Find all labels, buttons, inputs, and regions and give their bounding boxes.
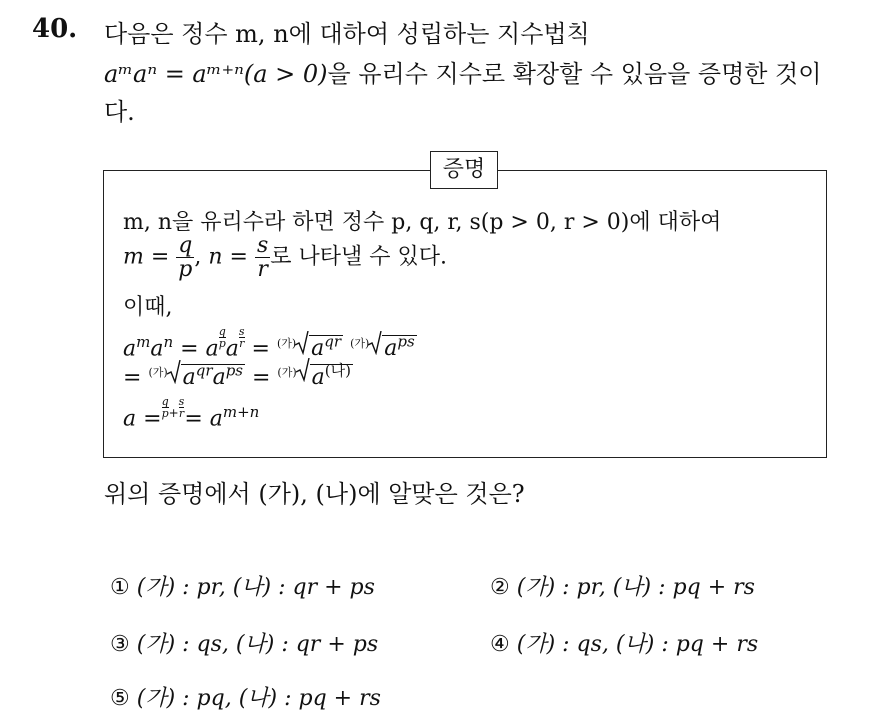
choice-mark: ①	[110, 575, 130, 600]
proof-equation-3: a = $\frac{q}{p}$ + $\frac{s}{r}$ = $a^{m+n}$	[123, 395, 260, 432]
choice-text: (가) : pq, (나) : pq + rs	[136, 686, 381, 711]
proof-title: 증명	[430, 151, 498, 189]
blank-a-index: (가)	[350, 337, 370, 350]
choice-2[interactable]	[490, 570, 755, 601]
choice-3[interactable]	[110, 627, 378, 658]
question-prompt: 위의 증명에서 (가), (나)에 알맞은 것은?	[104, 480, 525, 508]
choice-mark: ③	[110, 632, 130, 657]
choice-1[interactable]	[110, 570, 375, 601]
choice-text: (가) : pr, (나) : pq + rs	[516, 575, 755, 600]
radical: $a^{ps}$	[368, 333, 416, 361]
blank-b: (나)	[324, 362, 351, 380]
question-number: 40.	[32, 14, 78, 44]
choice-text: (가) : qs, (나) : qr + ps	[136, 632, 379, 657]
fraction-s-over-r: $\frac{s}{r}$	[256, 233, 269, 283]
choice-text: (가) : pr, (나) : qr + ps	[136, 575, 375, 600]
proof-line1: m, n을 유리수라 하면 정수 p, q, r, s(p > 0, r > 0)에 대하여	[123, 210, 722, 235]
proof-line2: m = $\frac{q}{p}$ , n = $\frac{s}{r}$ 로 나타낼 수 있다.	[123, 233, 448, 283]
choice-5[interactable]	[110, 681, 381, 712]
choice-mark: ⑤	[110, 686, 130, 711]
choice-mark: ②	[490, 575, 510, 600]
proof-line3: 이때,	[123, 295, 173, 320]
stem-line2-text: 을 유리수 지수로 확장할 수 있음을 증명한 것이	[327, 60, 822, 88]
radical: $a^{(나)}$	[296, 360, 353, 390]
fraction-q-over-p: $\frac{q}{p}$	[178, 233, 193, 283]
proof-line2-text: 로 나타낼 수 있다.	[270, 244, 448, 270]
question-stem-line2	[104, 54, 821, 89]
exponent-law: aᵐaⁿ = aᵐ⁺ⁿ(a > 0)	[104, 60, 328, 88]
proof-equation-1: $a^ma^n = a$ $\frac{q}{p}$ a $\frac{s}{r}$ = $^{(가)}$ $a^{qr}$ $^{(가)}$ $a^{ps}$	[123, 325, 415, 362]
blank-a-index: (가)	[277, 366, 297, 379]
choice-4[interactable]	[490, 627, 758, 658]
proof-equation-2: = $^{(가)}$ $a^{qr}a^{ps} = ^{(가)}$ $a^{(나)}$	[123, 360, 353, 390]
choice-mark: ④	[490, 632, 510, 657]
blank-a-index: (가)	[276, 337, 297, 350]
question-stem-line3: 다.	[104, 98, 135, 126]
choice-text: (가) : qs, (나) : pq + rs	[516, 632, 759, 657]
radical: $a^{qr}$	[295, 333, 343, 361]
blank-a-index: (가)	[148, 366, 168, 379]
radical: $a^{qr}a^{ps}$	[167, 362, 245, 390]
question-stem-line1: 다음은 정수 m, n에 대하여 성립하는 지수법칙	[104, 20, 590, 48]
